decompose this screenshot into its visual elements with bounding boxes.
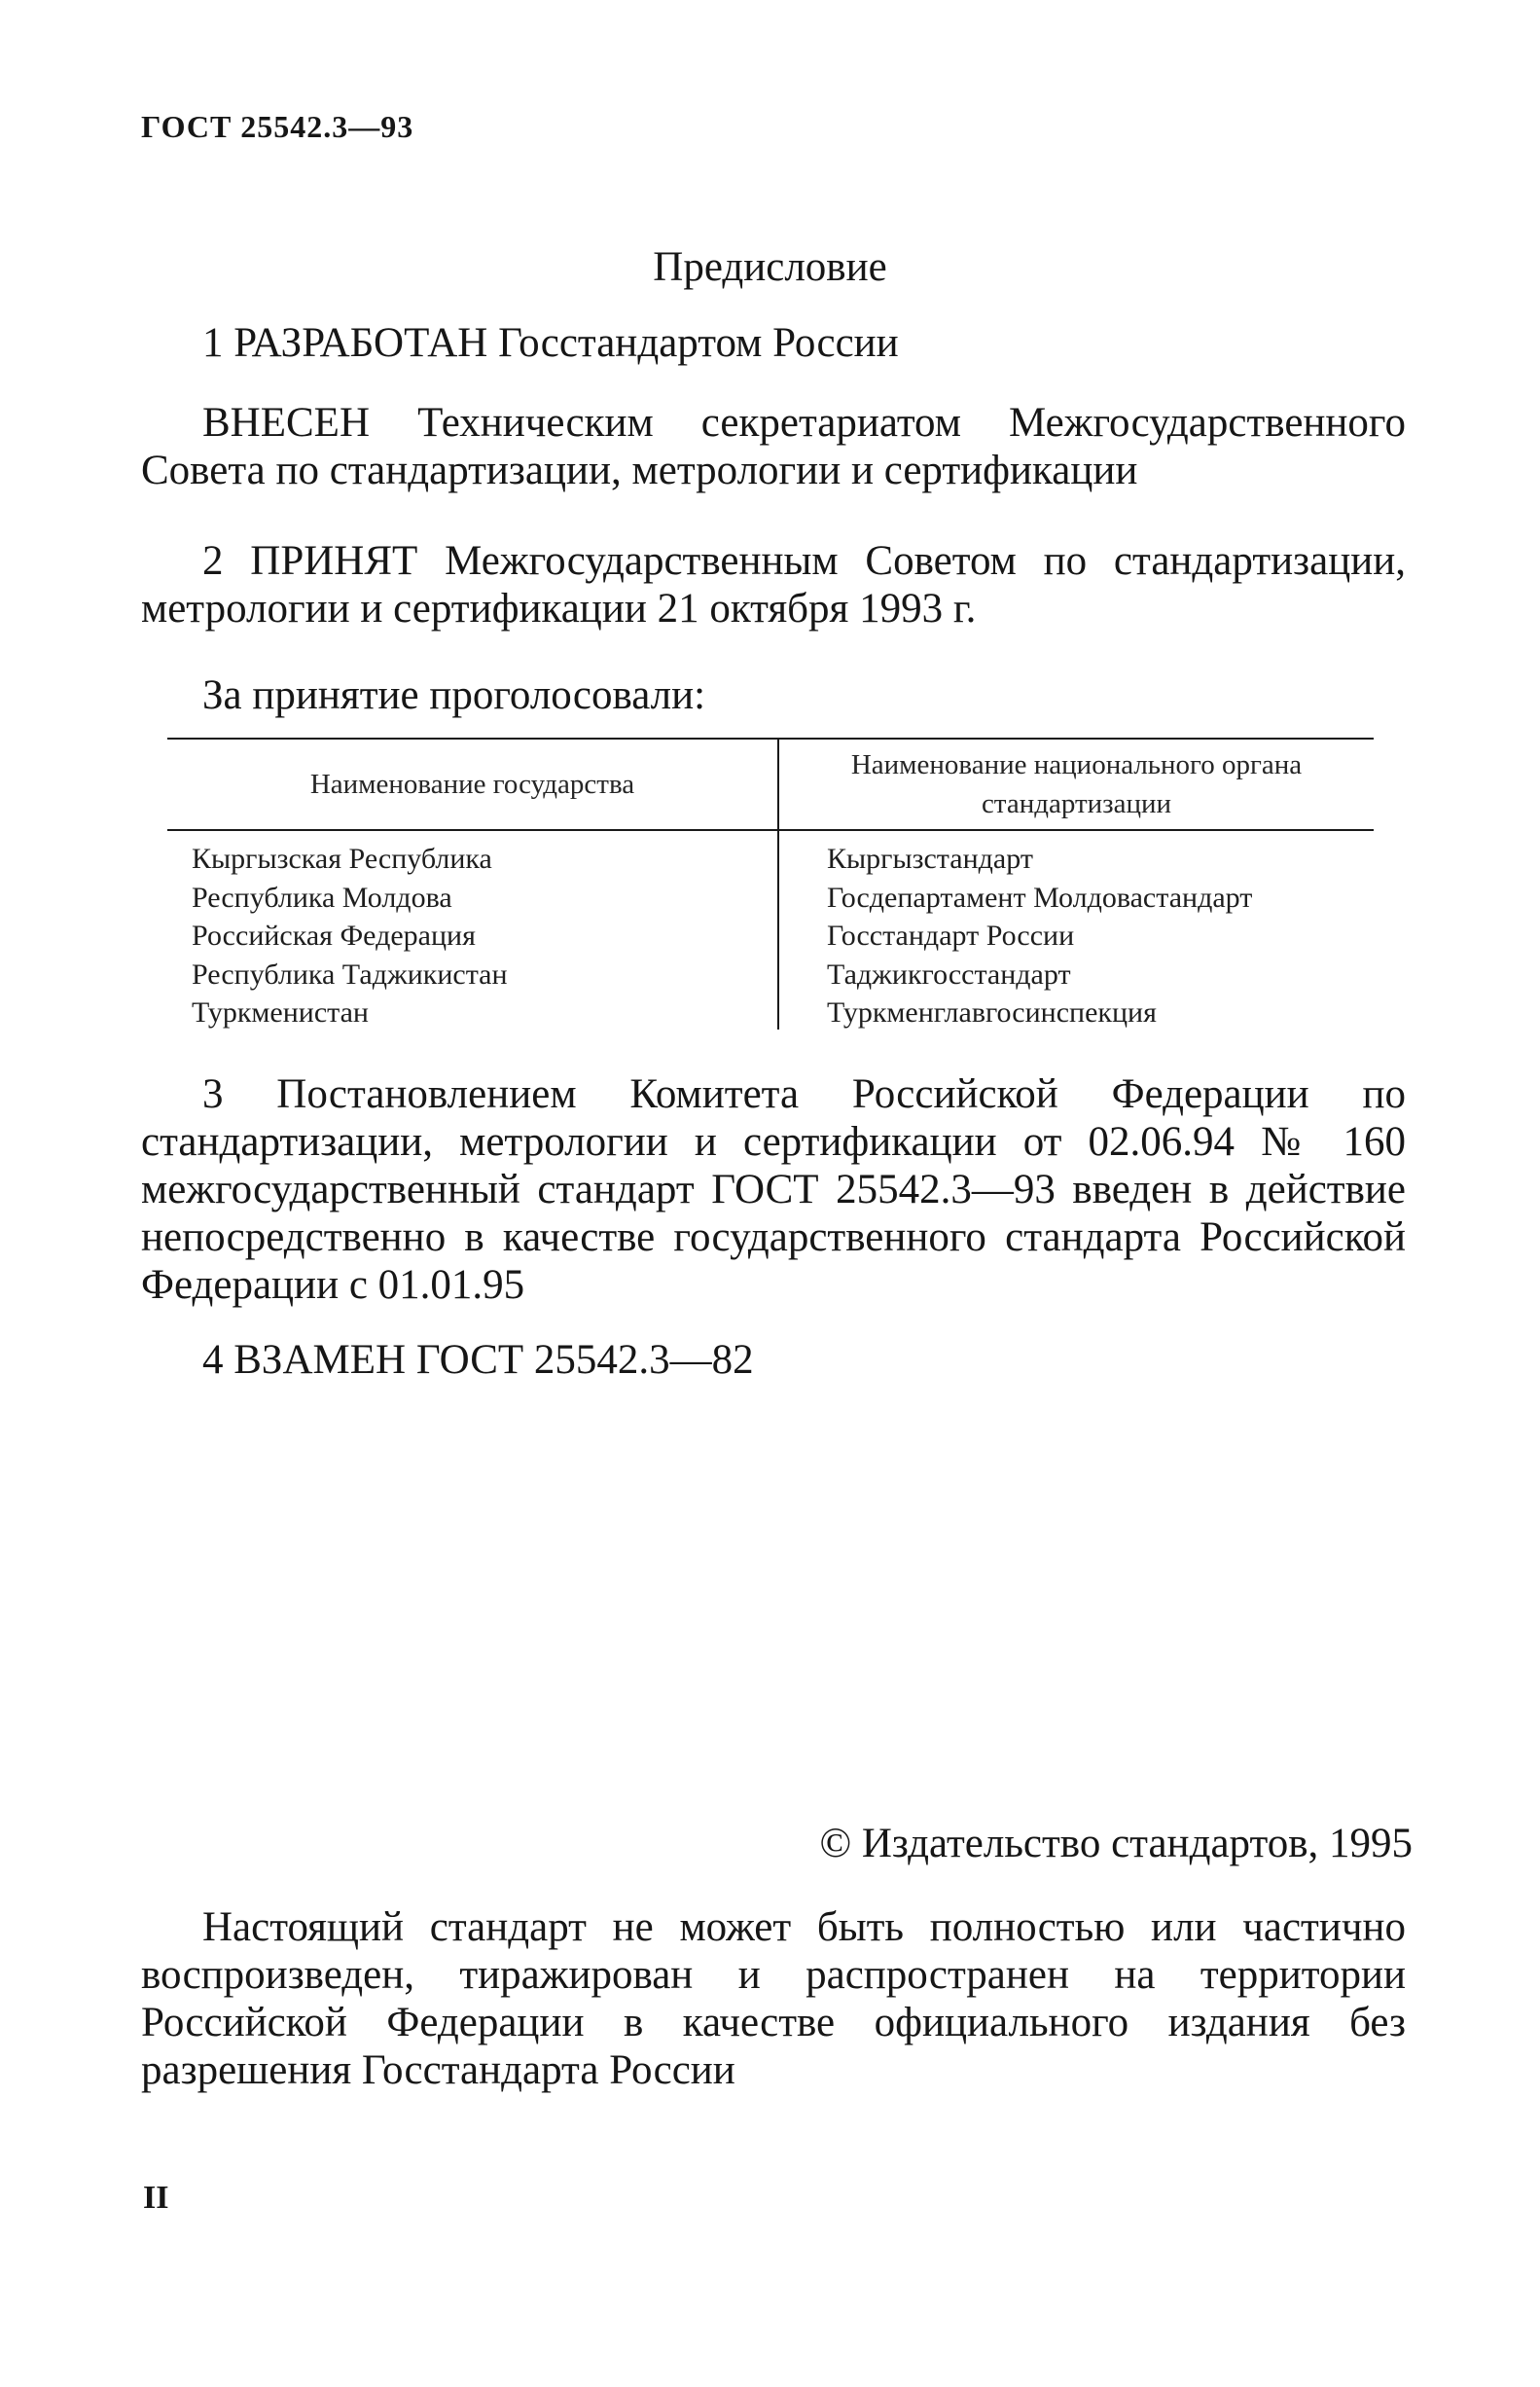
page-title: Предисловие [653,244,887,290]
table-header-body: Наименование национального органа стандартизации [850,749,1303,819]
table-header-rule [167,829,1374,831]
item-resolution: 3 Постановлением Комитета Российской Федерации по стандартизации, метрологии и сертификации от 02.06.94 № 160 межгосударственный стандарт ГОСТ 25542.3—93 введен в действие непосредственно в качестве государственного стандарта Российской Федерации с 01.01.95 [141,1071,1406,1308]
table-cell-state: Кыргызская Республика [192,843,492,875]
page-number: II [143,2180,169,2216]
table-column-states [192,840,508,1032]
item-replaces: 4 ВЗАМЕН ГОСТ 25542.3—82 [202,1337,754,1383]
table-cell-body: Таджикгосстандарт [827,958,1071,991]
table-header-state: Наименование государства [309,769,635,800]
table-cell-body: Госдепартамент Молдовастандарт [827,881,1253,914]
document-code: ГОСТ 25542.3—93 [141,109,414,144]
voted-label: За принятие проголосовали: [202,672,706,718]
table-cell-body: Туркменглавгосинспекция [827,996,1157,1029]
table-top-rule [167,738,1374,740]
table-cell-state: Республика Молдова [192,881,452,914]
table-column-bodies [827,840,1252,1032]
copyright: © Издательство стандартов, 1995 [819,1821,1413,1866]
item-developed: 1 РАЗРАБОТАН Госстандартом России [202,320,899,366]
table-cell-body: Кыргызстандарт [827,843,1033,875]
table-cell-state: Российская Федерация [192,920,476,952]
item-introduced: ВНЕСЕН Техническим секретариатом Межгосударственного Совета по стандартизации, метрологии и сертификации [141,400,1406,493]
reproduction-notice: Настоящий стандарт не может быть полностью или частично воспроизведен, тиражирован и распространен на территории Российской Федерации в качестве официального издания без разрешения Госстандарта России [141,1904,1406,2093]
table-cell-body: Госстандарт России [827,920,1075,952]
table-cell-state: Туркменистан [192,996,369,1029]
table-cell-state: Республика Таджикистан [192,958,508,991]
item-adopted: 2 ПРИНЯТ Межгосударственным Советом по стандартизации, метрологии и сертификации 21 октября 1993 г. [141,538,1406,632]
